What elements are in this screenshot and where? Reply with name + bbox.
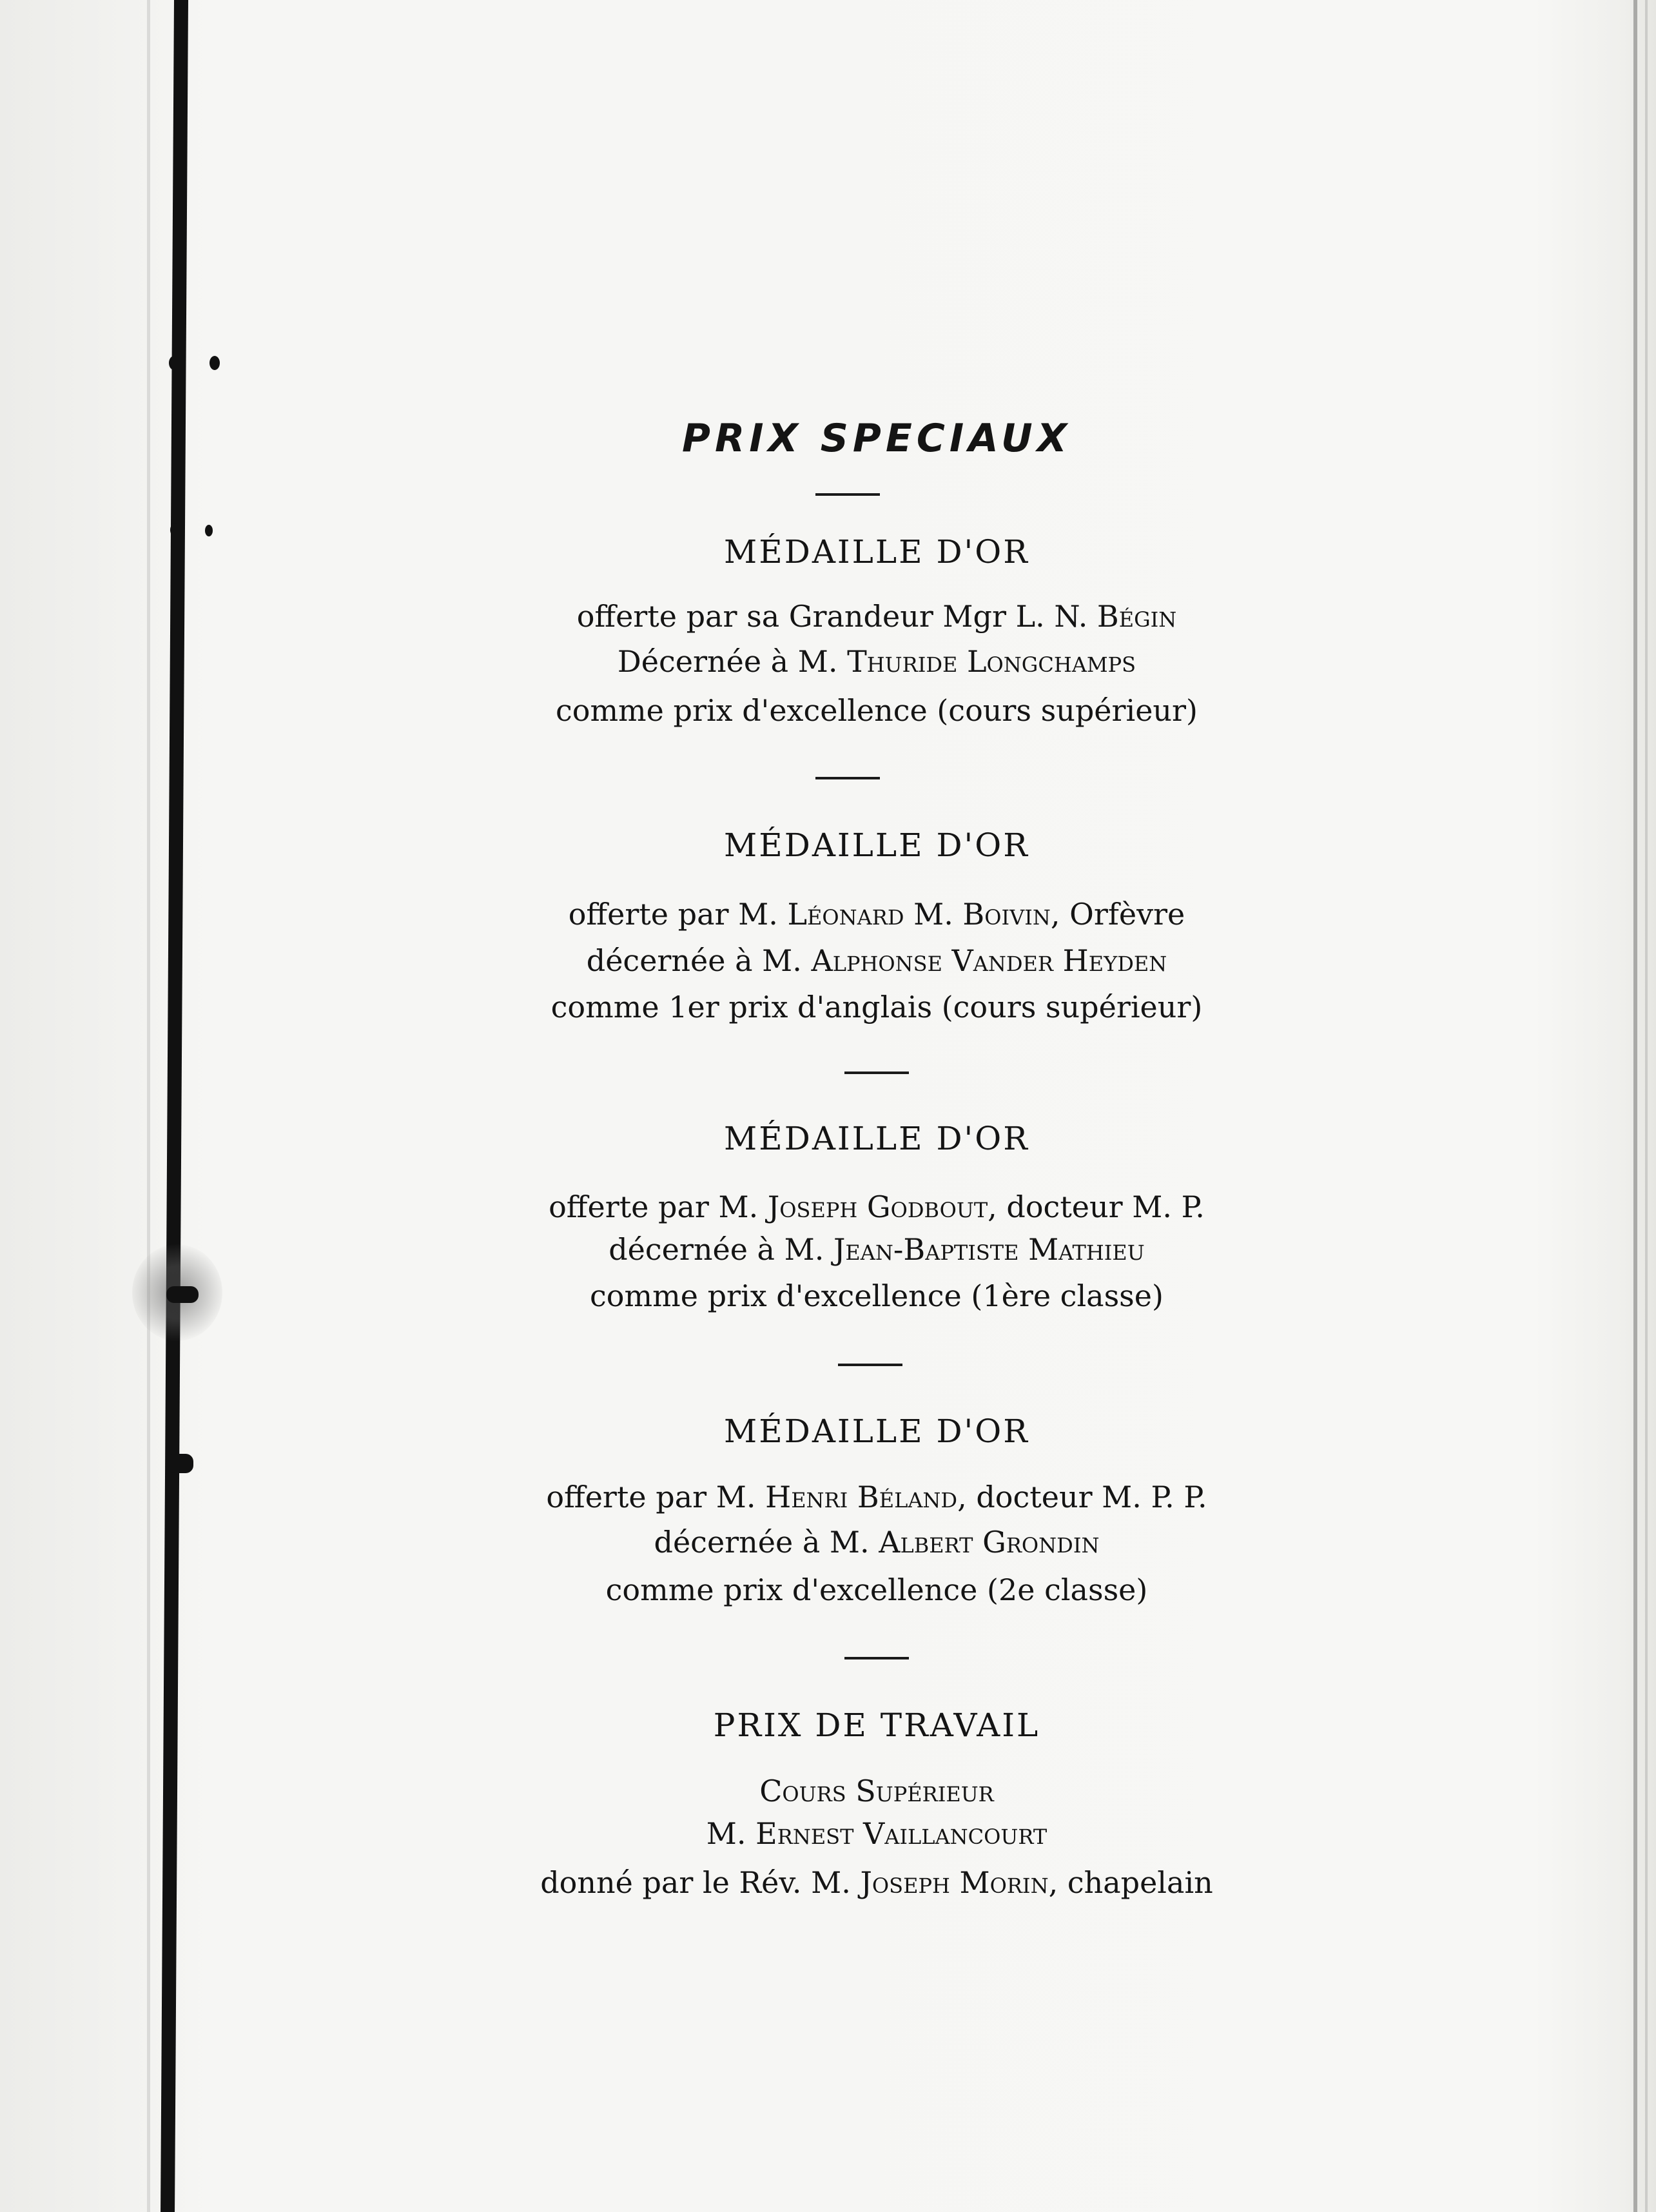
prix-travail-recipient-name: Ernest Vaillancourt [755,1816,1047,1851]
medal-4-awarded-line [400,1524,1354,1560]
medal-3-recipient-name: Jean-Baptiste Mathieu [833,1232,1145,1267]
medal-2-heading: MÉDAILLE D'OR [724,827,1029,864]
medal-1-offered-prefix: offerte par sa Grandeur Mgr [576,599,1016,634]
medal-3-heading: MÉDAILLE D'OR [724,1120,1029,1157]
punch-mark [209,356,220,370]
punch-mark [205,525,213,536]
medal-2-offered-prefix: offerte par M. [568,897,788,932]
medal-2-awarded-line [400,943,1354,979]
medal-3-offered-line [400,1189,1354,1225]
punch-mark [170,524,179,536]
page-edge-line [1633,0,1637,2212]
medal-1-recipient-name: Thuride Longchamps [847,644,1136,679]
medal-3-awarded-prefix: décernée à M. [609,1232,833,1267]
divider-rule [844,1657,909,1659]
prix-travail-recipient-prefix: M. [706,1816,756,1851]
prix-travail-recipient-line [400,1816,1354,1852]
medal-1-reason: comme prix d'excellence (cours supérieur) [555,693,1198,728]
medal-4-heading: MÉDAILLE D'OR [724,1413,1029,1450]
divider-rule [815,493,880,496]
page-title: PRIX SPECIAUX [682,416,1071,461]
medal-1-offered-line [400,598,1354,634]
binding-rule [161,0,188,2212]
medal-3-reason: comme prix d'excellence (1ère classe) [590,1278,1164,1313]
medal-3-awarded-line [400,1231,1354,1267]
medal-4-donor-name: Henri Béland [765,1480,958,1514]
medal-1-donor-name: L. N. Bégin [1015,599,1177,634]
medal-2-reason: comme 1er prix d'anglais (cours supérieur) [550,990,1203,1024]
medal-2-offered-suffix: , Orfèvre [1050,897,1185,932]
binding-shadow [147,0,150,2212]
punch-mark [168,1454,193,1473]
medal-4-awarded-prefix: décernée à M. [654,1525,879,1560]
medal-3-donor-name: Joseph Godbout [767,1189,988,1224]
medal-2-donor-name: Léonard M. Boivin [787,897,1051,932]
prix-travail-given-name: Joseph Morin [860,1865,1049,1900]
prix-travail-heading: PRIX DE TRAVAIL [713,1707,1040,1744]
prix-travail-course: Cours Supérieur [759,1774,994,1808]
punch-mark [169,356,179,370]
medal-4-recipient-name: Albert Grondin [879,1525,1100,1560]
prix-travail-given-suffix: , chapelain [1048,1865,1213,1900]
medal-3-offered-suffix: , docteur M. P. [988,1189,1205,1224]
medal-4-offered-prefix: offerte par M. [546,1480,766,1514]
divider-rule [815,777,880,779]
prix-travail-given-prefix: donné par le Rév. M. [540,1865,861,1900]
medal-4-offered-suffix: , docteur M. P. P. [957,1480,1207,1514]
medal-1-awarded-line [400,643,1354,680]
medal-2-recipient-name: Alphonse Vander Heyden [811,943,1167,978]
medal-4-reason: comme prix d'excellence (2e classe) [605,1572,1148,1607]
medal-1-awarded-prefix: Décernée à M. [617,644,848,679]
medal-2-offered-line [400,896,1354,932]
medal-1-heading: MÉDAILLE D'OR [724,533,1029,571]
medal-4-offered-line [400,1479,1354,1515]
prix-travail-given-line [400,1865,1354,1901]
medal-2-awarded-prefix: décernée à M. [586,943,812,978]
page-edge-line-outer [1645,0,1648,2212]
divider-rule [844,1072,909,1074]
divider-rule [838,1364,902,1366]
punch-mark [166,1286,199,1303]
medal-3-offered-prefix: offerte par M. [549,1189,768,1224]
